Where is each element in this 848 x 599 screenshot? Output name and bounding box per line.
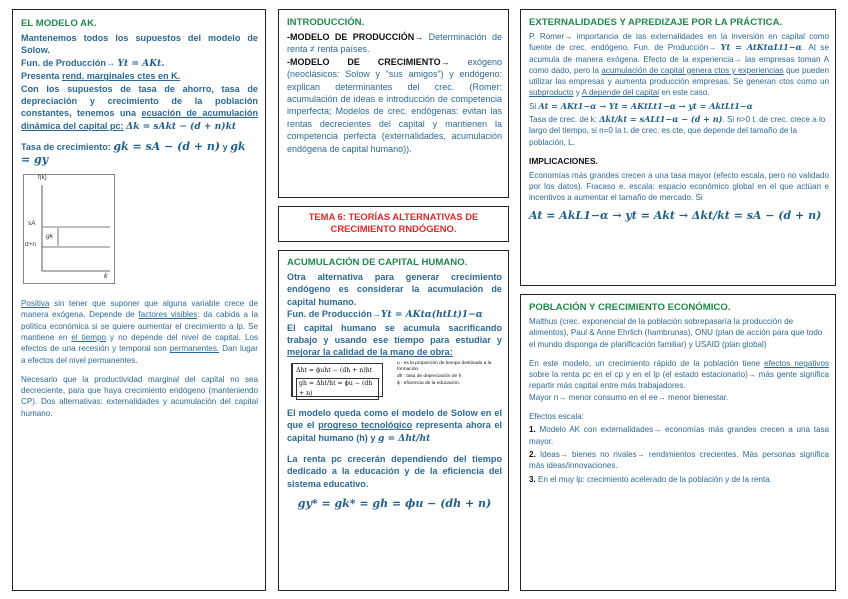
capital-humano-final-eq: gy* = gk* = gh = ϕu − (dh + n): [297, 497, 492, 511]
ext-tasa-pre: Tasa de crec. de k:: [529, 115, 600, 125]
implicaciones-eq: At = AkL1−α → yt = Akt → Δkt/kt = sA − (d + n): [529, 209, 822, 223]
introduccion-title: INTRODUCCIÓN.: [287, 17, 365, 28]
ext-p1-u1: acumulación de capital genera ctos y experiencias: [601, 65, 784, 75]
externalidades-title: EXTERNALIDADES Y APREDIZAJE POR LA PRÁCTICA.: [529, 17, 783, 28]
legend-phi: ϕ : eficiencia de la educación.: [397, 380, 460, 386]
graph-x-label: k: [104, 273, 108, 281]
efectos-escala-list: [529, 424, 829, 484]
legend-dh: dh : tasa de depreciación de h: [397, 374, 462, 380]
modelo-ak-p1: Mantenemos todos los supuestos del modelo de Solow.: [21, 33, 258, 56]
p3-u1: Positiva: [21, 299, 50, 309]
implicaciones-eq-row: [529, 206, 829, 224]
capital-humano-p2: [287, 322, 502, 359]
human-capital-eq-box: [287, 361, 502, 399]
eq-box-line-2: gh = Δht/ht = ϕu − (dh + n): [296, 378, 379, 400]
ext-p1-u3: A depende del capital: [581, 88, 660, 98]
ext-p1-a: P. Romer→ importancia de las externalidades en la inversión en capital como fuente de crec. endógeno. Fun. de Producción→: [529, 32, 829, 53]
list-item: [529, 449, 829, 472]
externalidades-si: [529, 101, 829, 112]
ak-graph: [23, 174, 115, 284]
implicaciones-text: Economías más grandes crecen a una tasa mayor (efecto escala, pero no validado por los datos). Fracaso e. escala: espacio económico global en el que actúan e incentivos a aumentar el tamaño de mercado. Si: [529, 170, 829, 203]
modelo-produccion: [287, 31, 502, 56]
list-item-text: Modelo AK con externalidades→ economías más grandes crecen a una tasa mayor.: [529, 425, 829, 446]
list-item-num: 2.: [529, 449, 536, 459]
capital-humano-title: ACUMULACIÓN DE CAPITAL HUMANO.: [287, 257, 468, 268]
list-item: [529, 424, 829, 447]
list-item-text: En el muy lp: crecimiento acelerado de la población y de la renta.: [535, 474, 772, 484]
modelo-crecimiento-text: exógeno (neoclásicos: Solow y “sus amigos”) y endógeno: explican determinantes del crec. (Romer: acumulación de ideas e introducción de competencia imperfecta; Modelos de crec. endógenas: evitan las rentas decrecientes del capital y mantienen la competencia perfecta (externalidades, acumulación endógena de capital humano)).: [287, 56, 502, 154]
modelo-ak-p3: [21, 298, 258, 366]
capital-humano-p2-u: mejorar la calidad de la mano de obra:: [287, 347, 453, 358]
growth-eq-2: gk = gy: [21, 140, 246, 166]
growth-eq-1: gk = sA − (d + n): [113, 140, 221, 154]
modelo-ak-p2: [21, 83, 258, 134]
ext-p1-u2: subproducto: [529, 88, 574, 98]
ak-graph-svg: [24, 175, 116, 285]
modelo-crecimiento: [287, 56, 502, 155]
ext-si-pre: Si: [529, 101, 539, 111]
pob-p2-pre: En este modelo, un crecimiento rápido de la población tiene: [529, 358, 765, 368]
capital-humano-p3: [287, 407, 502, 445]
implicaciones-title: IMPLICACIONES.: [529, 155, 598, 166]
eq-box-legend: [397, 361, 507, 387]
capital-humano-prod-eq: Yt = AKtα(htLt)1−α: [380, 309, 483, 321]
legend-u: u : es la proporción de tiempo destinado a la formación.: [397, 360, 492, 373]
p3-d: Dan lugar a efectos del nivel permanentes.: [21, 344, 259, 365]
capital-humano-p2-text: El capital humano se acumula sacrificando trabajo y usando ese tiempo para estudiar y: [287, 322, 502, 346]
poblacion-panel: [520, 294, 836, 591]
p2-text: Con los supuestos de tasa de ahorro, tasa de depreciación y crecimiento de la población constantes, tenemos una: [21, 83, 258, 119]
modelo-ak-prod: [21, 57, 258, 70]
ext-p1-b: . At se acumula de manera exógena. Efecto de la experiencia→ las empresas toman A como dado, pero la: [529, 43, 829, 75]
p3-u3: el tiempo: [71, 332, 107, 342]
p3-u2: factores visibles: [138, 310, 198, 320]
ext-p1-c: que pueden utilizar las empresas y aumenta producción empresas. Se generan ctos como un: [529, 65, 829, 87]
modelo-produccion-label: -MODELO DE PRODUCCIÓN→: [287, 32, 424, 42]
introduccion-panel: [278, 9, 509, 198]
modelo-ak-title: EL MODELO AK.: [21, 18, 97, 29]
growth-mid: y: [220, 142, 231, 153]
capital-humano-prod-label: Fun. de Producción→: [287, 309, 381, 320]
capital-humano-p3-post: representa ahora el capital humano (h) y: [287, 420, 503, 443]
capital-humano-p3-u: progreso tecnológico: [318, 420, 413, 431]
graph-dn-label: d+n: [25, 241, 37, 249]
p3-c: y no depende del nivel de capital. Los efectos de una recesión y temporal son: [21, 332, 259, 354]
ext-p1-eq: Yt = AtKtαLt1−α: [720, 42, 802, 53]
capital-humano-final-eq-row: [287, 494, 502, 512]
poblacion-p3: Mayor n→ menor consumo en el ee→ menor bienestar.: [529, 392, 729, 402]
list-item-text: Ideas→ bienes no rivales→ rendimientos crecientes. Más personas significa más ideas/innovaciones.: [529, 449, 829, 471]
capital-humano-p3-text: El modelo queda como el modelo de Solow en el que el: [287, 407, 502, 431]
poblacion-p2: [529, 358, 829, 392]
p3-a: sin tener que suponer que alguna variable crece de manera exógena. Depende de: [21, 299, 258, 320]
eq-box-line-1: Δht = ϕuht − (dh + n)ht: [296, 366, 373, 374]
modelo-ak-prod-eq: Yt = AKt.: [117, 57, 165, 69]
ext-si-eq: At = AKt1−α → Yt = AKtLt1−α → yt = AktLt1−α: [538, 100, 753, 111]
modelo-crecimiento-label: -MODELO DE CRECIMIENTO→: [287, 56, 450, 67]
eq-box-frame: [291, 363, 383, 397]
capital-humano-panel: [278, 250, 509, 591]
ext-tasa-eq: Δkt/kt = sALt1−α − (d + n): [599, 114, 723, 125]
externalidades-tasa: [529, 114, 829, 148]
poblacion-p1: Malthus (crec. exponencial de la población sobrepasaría la producción de alimentos), Paul & Anne Ehrlich (hambrunas), ONU (plan de acción para que todo el mundo disponga de planificación familiar) y USAID (plan global): [529, 317, 823, 349]
capital-humano-p3-eq: g = Δht/ht: [377, 432, 431, 444]
ext-tasa-post: . Si n>0 t. de crec. crece a lo largo del tiempo, si n=0 la t. de crec. es cte, que depende del tamaño de la población, L.: [529, 115, 826, 147]
list-item-num: 1.: [529, 425, 536, 435]
graph-y-label: f(k): [38, 175, 47, 182]
tema-title: TEMA 6: TEORÍAS ALTERNATIVAS DE CRECIMIENTO RNDÓGENO.: [308, 211, 479, 235]
capital-accumulation-eq: Δk = sAkt − (d + n)kt: [126, 120, 237, 132]
capital-humano-prod: [287, 308, 502, 321]
tema-panel: [278, 206, 509, 242]
externalidades-panel: [520, 9, 836, 286]
efectos-escala-title: Efectos escala:: [529, 412, 584, 422]
list-item: [529, 474, 829, 485]
p2-underlined: ecuación de acumulación dinámica del capital pc:: [21, 108, 258, 131]
modelo-ak-presenta: [21, 70, 258, 82]
ext-p1-e: en este caso.: [659, 88, 710, 98]
modelo-ak-p4: Necesario que la productividad marginal del capital no sea decreciente, para que haya crecimiento endógeno (manteniendo CP). Dos alternativas: externalidades y acumulación del capital humano.: [21, 374, 258, 418]
growth-rate: [21, 141, 258, 166]
capital-humano-p1: Otra alternativa para generar crecimiento endógeno es considerar la acumulación de capital humano.: [287, 272, 502, 307]
pob-p2-u: efectos negativos: [764, 358, 829, 368]
ext-p1-d: y: [573, 88, 582, 98]
presenta-underlined: rend. marginales ctes en K.: [61, 71, 181, 82]
poblacion-title: POBLACIÓN Y CRECIMIENTO ECONÓMICO.: [529, 302, 731, 313]
modelo-produccion-text: Determinación de renta ≠ renta países.: [287, 32, 502, 55]
modelo-ak-prod-label: Fun. de Producción→: [21, 57, 115, 68]
presenta-text: Presenta: [21, 71, 62, 82]
list-item-num: 3.: [529, 474, 536, 484]
capital-humano-p4: La renta pc crecerán dependiendo del tiempo dedicado a la educación y de la eficiencia del sistema educativo.: [287, 454, 502, 489]
graph-sa-label: sA: [28, 220, 36, 228]
externalidades-p1: [529, 31, 829, 99]
p3-b: : da cabida a la política económica si se quiere aumentar el crecimiento a lp. Se mantiene en: [21, 310, 258, 342]
modelo-ak-panel: [12, 9, 266, 591]
p3-u4: permanentes.: [169, 344, 220, 354]
growth-rate-label: Tasa de crecimiento:: [21, 142, 114, 153]
pob-p2-post: sobre la renta pc en el cp y en el lp (el estado estacionario)→ más gente significa repartir más capital entre más trabajadores.: [529, 370, 829, 391]
graph-gap-label: gk: [46, 233, 53, 241]
